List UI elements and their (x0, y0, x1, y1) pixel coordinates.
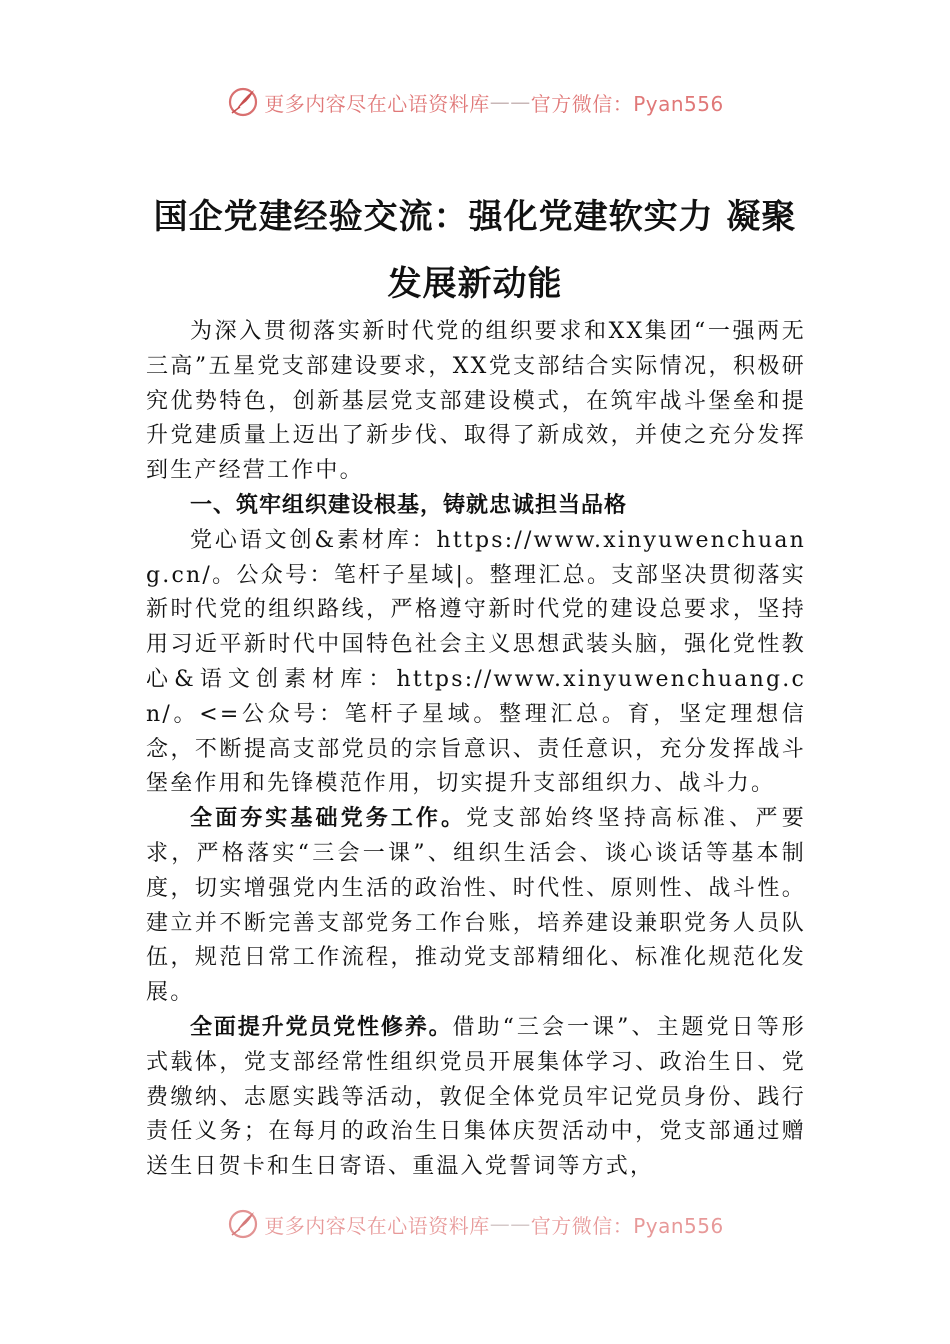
banner-wechat: 官方微信：Pyan556 (530, 91, 724, 116)
footer-watermark-banner (0, 1206, 950, 1242)
banner-wechat: 官方微信：Pyan556 (530, 1213, 724, 1238)
document-title-line-2: 发展新动能 (387, 264, 563, 304)
paragraph-3-lead: 全面提升党员党性修养。 (190, 1014, 453, 1040)
banner-separator: —— (489, 1212, 531, 1236)
section-paragraph-2 (146, 802, 806, 1011)
quill-pen-logo-icon (226, 1207, 260, 1241)
document-body (146, 315, 806, 1185)
banner-text: 更多内容尽在心语资料库 (264, 91, 490, 116)
banner-text: 更多内容尽在心语资料库 (264, 1213, 490, 1238)
section-heading: 一、筑牢组织建设根基，铸就忠诚担当品格 (190, 492, 628, 518)
banner-separator: —— (489, 90, 531, 114)
section-paragraph-1: 党心语文创&素材库：https://www.xinyuwenchuang.cn/。公众号：笔杆子星域|。整理汇总。支部坚决贯彻落实新时代党的组织路线，严格遵守新时代党的建设总要求，坚持用习近平新时代中国特色社会主义思想武装头脑，强化党性教心&语文创素材库：https://www.xinyuwenchuang.cn/。<=公众号：笔杆子星域。整理汇总。育，坚定理想信念，不断提高支部党员的宗旨意识、责任意识，充分发挥战斗堡垒作用和先锋模范作用，切实提升支部组织力、战斗力。 (146, 527, 806, 797)
document-title-line-1: 国企党建经验交流：强化党建软实力 凝聚 (153, 197, 797, 237)
header-watermark-banner (0, 84, 950, 120)
paragraph-2-text: 党支部始终坚持高标准、严要求，严格落实“三会一课”、组织生活会、谈心谈话等基本制度，切实增强党内生活的政治性、时代性、原则性、战斗性。建立并不断完善支部党务工作台账，培养建设兼职党务人员队伍，规范日常工作流程，推动党支部精细化、标准化规范化发展。 (146, 806, 806, 1006)
paragraph-3-text: 借助“三会一课”、主题党日等形式载体，党支部经常性组织党员开展集体学习、政治生日、党费缴纳、志愿实践等活动，敦促全体党员牢记党员身份、践行责任义务；在每月的政治生日集体庆贺活动中，党支部通过赠送生日贺卡和生日寄语、重温入党誓词等方式， (146, 1014, 806, 1180)
paragraph-2-lead: 全面夯实基础党务工作。 (190, 806, 467, 832)
section-paragraph-3 (146, 1011, 806, 1185)
quill-pen-logo-icon (226, 85, 260, 119)
intro-paragraph: 为深入贯彻落实新时代党的组织要求和XX集团“一强两无三高”五星党支部建设要求，XX党支部结合实际情况，积极研究优势特色，创新基层党支部建设模式，在筑牢战斗堡垒和提升党建质量上迈出了新步伐、取得了新成效，并使之充分发挥到生产经营工作中。 (146, 319, 806, 484)
